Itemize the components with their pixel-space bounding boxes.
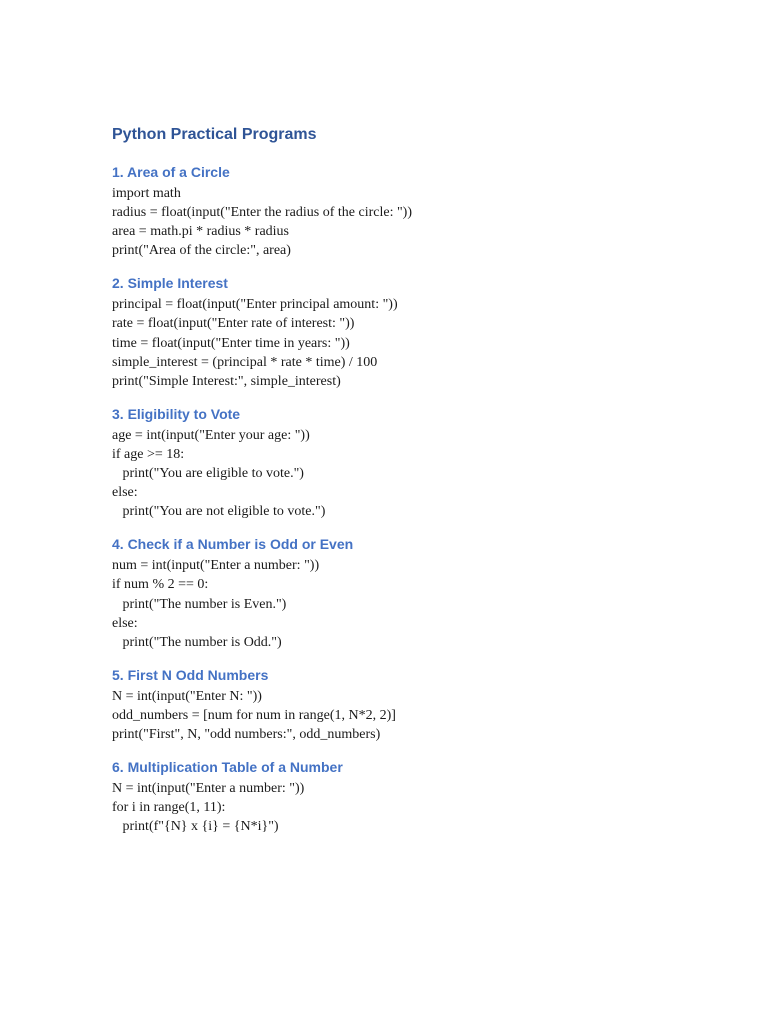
code-line: radius = float(input("Enter the radius of the circle: ")) [112, 205, 412, 221]
code-line: print("The number is Odd.") [112, 634, 282, 650]
code-line: print("You are not eligible to vote.") [112, 504, 326, 520]
sections-container [112, 162, 712, 836]
code-line: import math [112, 186, 181, 201]
code-line: area = math.pi * radius * radius [112, 224, 290, 240]
code-line: print(f"{N} x {i} = {N*i}") [112, 819, 279, 835]
program-section [112, 534, 712, 651]
code-line: print("You are eligible to vote.") [112, 466, 304, 482]
code-line: if num % 2 == 0: [112, 577, 209, 593]
code-line: simple_interest = (principal * rate * time) / 100 [112, 354, 378, 370]
program-section [112, 273, 712, 390]
code-line: print("First", N, "odd numbers:", odd_numbers) [112, 726, 381, 742]
section-heading: 5. First N Odd Numbers [112, 666, 269, 683]
section-heading: 4. Check if a Number is Odd or Even [112, 536, 354, 553]
code-line: for i in range(1, 11): [112, 800, 226, 816]
code-line: N = int(input("Enter N: ")) [112, 688, 262, 704]
document-title: Python Practical Programs [112, 126, 317, 143]
code-line: age = int(input("Enter your age: ")) [112, 427, 310, 443]
code-line: rate = float(input("Enter rate of interest: ")) [112, 316, 355, 332]
program-section [112, 665, 712, 744]
code-line: num = int(input("Enter a number: ")) [112, 558, 320, 574]
code-line: if age >= 18: [112, 446, 185, 462]
code-line: print("Area of the circle:", area) [112, 243, 291, 259]
section-heading: 1. Area of a Circle [112, 164, 230, 180]
section-heading: 3. Eligibility to Vote [112, 405, 241, 422]
section-heading: 2. Simple Interest [112, 275, 228, 292]
program-section [112, 757, 712, 836]
code-line: print("The number is Even.") [112, 596, 287, 612]
document-content [112, 124, 712, 849]
code-line: else: [112, 485, 138, 501]
section-heading: 6. Multiplication Table of a Number [112, 759, 343, 776]
program-section [112, 162, 712, 260]
code-line: principal = float(input("Enter principal amount: ")) [112, 297, 398, 313]
code-line: time = float(input("Enter time in years: ")) [112, 335, 350, 351]
program-section [112, 404, 712, 521]
code-line: N = int(input("Enter a number: ")) [112, 781, 305, 797]
code-line: odd_numbers = [num for num in range(1, N*2, 2)] [112, 707, 396, 723]
code-line: else: [112, 615, 138, 631]
code-line: print("Simple Interest:", simple_interest) [112, 373, 341, 389]
